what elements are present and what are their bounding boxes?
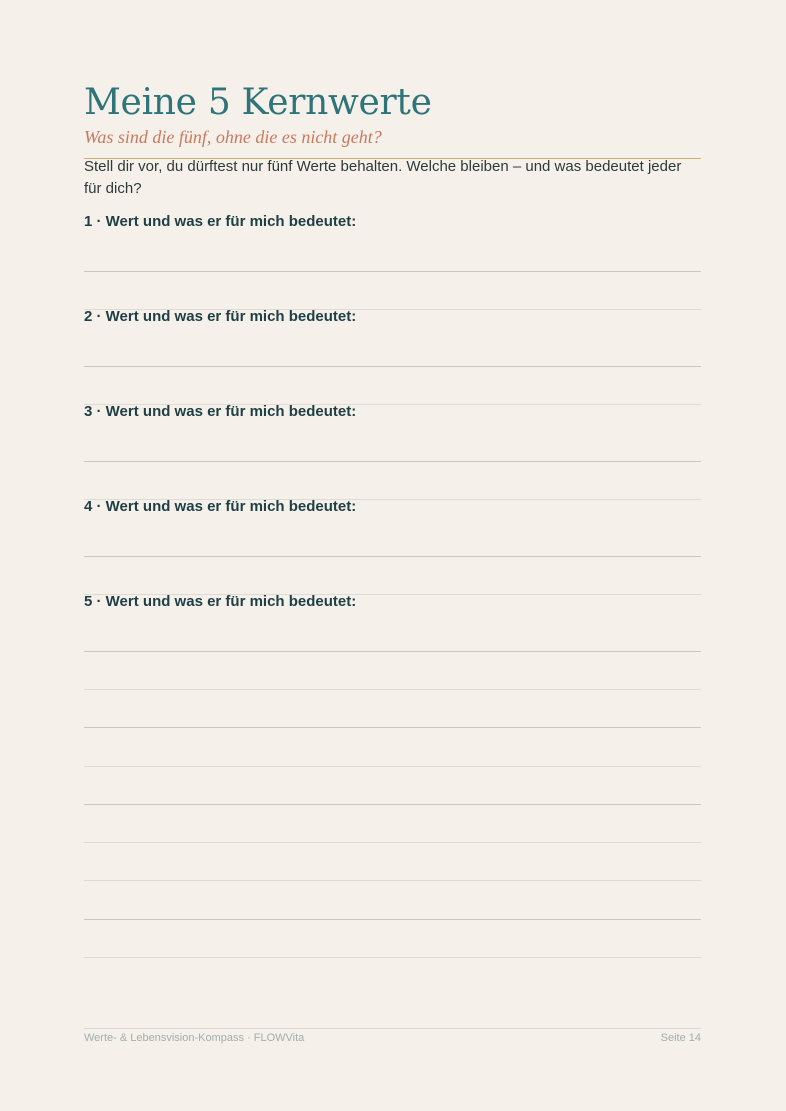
prompt-label-1: 1 · Wert und was er für mich bedeutet: <box>84 213 357 230</box>
writing-line[interactable] <box>84 271 701 272</box>
page-title: Meine 5 Kernwerte <box>84 82 432 123</box>
writing-line[interactable] <box>84 766 701 767</box>
writing-line[interactable] <box>84 651 701 652</box>
writing-line[interactable] <box>84 556 701 557</box>
footer-title: Werte- & Lebensvision-Kompass · FLOWVita <box>84 1032 305 1044</box>
writing-line[interactable] <box>84 919 701 920</box>
writing-line[interactable] <box>84 842 701 843</box>
writing-line[interactable] <box>84 880 701 881</box>
prompt-label-3: 3 · Wert und was er für mich bedeutet: <box>84 403 357 420</box>
writing-line[interactable] <box>84 727 701 728</box>
prompt-label-5: 5 · Wert und was er für mich bedeutet: <box>84 593 357 610</box>
intro-text: Stell dir vor, du dürftest nur fünf Werte behalten. Welche bleiben – und was bedeutet jeder für dich? <box>84 158 682 197</box>
writing-line[interactable] <box>84 957 701 958</box>
writing-line[interactable] <box>84 461 701 462</box>
footer-divider <box>84 1028 701 1029</box>
writing-line[interactable] <box>84 689 701 690</box>
prompt-label-2: 2 · Wert und was er für mich bedeutet: <box>84 308 357 325</box>
prompt-label-4: 4 · Wert und was er für mich bedeutet: <box>84 498 357 515</box>
page-subtitle: Was sind die fünf, ohne die es nicht geht? <box>84 127 382 147</box>
page-number: Seite 14 <box>660 1032 701 1044</box>
writing-line[interactable] <box>84 366 701 367</box>
writing-line[interactable] <box>84 804 701 805</box>
